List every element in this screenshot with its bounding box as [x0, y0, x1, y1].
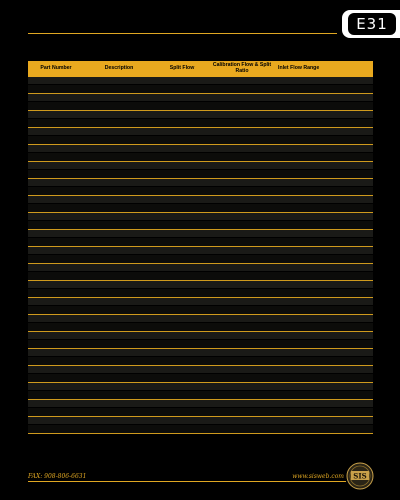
row-stripe: [28, 238, 373, 246]
row-stripe: [28, 255, 373, 263]
table-row: [28, 298, 373, 315]
table-row: [28, 315, 373, 332]
page-number-tab: [342, 10, 400, 38]
header-part-number: Part Number: [40, 65, 72, 72]
footer-fax: FAX: 908-806-6631: [28, 473, 87, 480]
table-body: [28, 77, 373, 434]
table-row: [28, 213, 373, 230]
row-stripe: [28, 315, 373, 322]
table-row: [28, 179, 373, 196]
row-stripe: [28, 417, 373, 424]
row-stripe: [28, 400, 373, 407]
row-stripe: [28, 425, 373, 433]
table-row: [28, 247, 373, 264]
row-stripe: [28, 187, 373, 195]
row-stripe: [28, 230, 373, 237]
table-row: [28, 230, 373, 247]
row-stripe: [28, 340, 373, 348]
table-row: [28, 94, 373, 111]
table-row: [28, 366, 373, 383]
row-stripe: [28, 94, 373, 101]
row-stripe: [28, 162, 373, 169]
page-number: E31: [348, 13, 396, 35]
row-stripe: [28, 111, 373, 118]
table-row: [28, 145, 373, 162]
row-stripe: [28, 170, 373, 178]
row-stripe: [28, 247, 373, 254]
row-stripe: [28, 213, 373, 220]
row-stripe: [28, 136, 373, 144]
row-stripe: [28, 179, 373, 186]
row-stripe: [28, 349, 373, 356]
row-stripe: [28, 366, 373, 373]
row-stripe: [28, 119, 373, 127]
row-stripe: [28, 408, 373, 416]
row-stripe: [28, 264, 373, 271]
row-stripe: [28, 306, 373, 314]
table-row: [28, 417, 373, 434]
sis-logo: [346, 462, 374, 490]
table-row: [28, 281, 373, 298]
table-row: [28, 383, 373, 400]
row-stripe: [28, 281, 373, 288]
table-header-row: [28, 61, 373, 77]
header-split-flow: Split Flow: [169, 65, 195, 72]
row-stripe: [28, 332, 373, 339]
row-stripe: [28, 374, 373, 382]
table-row: [28, 128, 373, 145]
row-stripe: [28, 298, 373, 305]
row-stripe: [28, 391, 373, 399]
table-row: [28, 332, 373, 349]
product-table: [28, 61, 373, 434]
row-stripe: [28, 221, 373, 229]
row-stripe: [28, 289, 373, 297]
row-stripe: [28, 128, 373, 135]
table-row: [28, 196, 373, 213]
header-calibration-flow: Calibration Flow & Split Ratio: [212, 62, 272, 74]
row-stripe: [28, 153, 373, 161]
top-divider: [28, 33, 337, 34]
row-stripe: [28, 145, 373, 152]
bottom-divider: [28, 481, 346, 482]
svg-text:SIS: SIS: [353, 471, 367, 481]
header-inlet-flow-range: Inlet Flow Range: [278, 65, 320, 72]
table-row: [28, 162, 373, 179]
header-description: Description: [104, 65, 134, 72]
row-stripe: [28, 196, 373, 203]
row-stripe: [28, 102, 373, 110]
row-stripe: [28, 204, 373, 212]
table-row: [28, 77, 373, 94]
row-stripe: [28, 272, 373, 280]
table-row: [28, 111, 373, 128]
row-stripe: [28, 357, 373, 365]
row-stripe: [28, 383, 373, 390]
table-row: [28, 264, 373, 281]
table-row: [28, 400, 373, 417]
footer-website: www.sisweb.com: [292, 473, 344, 480]
table-row: [28, 349, 373, 366]
row-stripe: [28, 77, 373, 84]
row-stripe: [28, 323, 373, 331]
row-stripe: [28, 85, 373, 93]
